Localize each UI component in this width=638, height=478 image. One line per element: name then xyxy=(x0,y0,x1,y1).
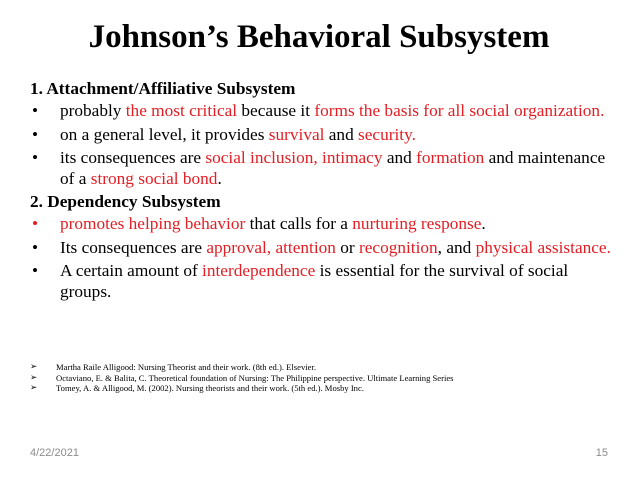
bullet-marker: • xyxy=(32,261,39,281)
highlighted-text: physical assistance. xyxy=(475,237,611,257)
body-text: because it xyxy=(237,101,315,121)
highlighted-text: strong social bond xyxy=(90,168,218,188)
references-list xyxy=(30,362,620,394)
highlighted-text: recognition xyxy=(358,237,438,257)
highlighted-text: promotes helping behavior xyxy=(60,214,246,234)
bullet-item xyxy=(30,214,615,234)
bullet-item xyxy=(30,101,615,121)
footer-date: 4/22/2021 xyxy=(30,447,79,459)
reference-text: Tomey, A. & Alligood, M. (2002). Nursing theorists and their work. (5th ed.). Mosby Inc. xyxy=(56,383,364,394)
dependency-bullet-list xyxy=(30,214,615,302)
bullet-marker: • xyxy=(32,101,39,121)
highlighted-text: social inclusion, intimacy xyxy=(205,148,383,168)
arrow-bullet-icon: ➢ xyxy=(30,362,38,372)
reference-text: Martha Raile Alligood: Nursing Theorist and their work. (8th ed.). Elsevier. xyxy=(56,362,316,372)
highlighted-text: survival xyxy=(268,124,325,144)
reference-item xyxy=(30,373,620,384)
highlighted-text: nurturing response xyxy=(352,214,482,234)
arrow-bullet-icon: ➢ xyxy=(30,372,38,383)
body-text: . xyxy=(481,214,486,234)
body-text: and maintenance of a xyxy=(60,148,606,188)
highlighted-text: interdependence xyxy=(202,261,316,281)
bullet-marker: • xyxy=(32,237,39,257)
body-text: . xyxy=(217,168,222,188)
body-text: and xyxy=(324,124,359,144)
highlighted-text: the most critical xyxy=(125,101,238,121)
body-text: and xyxy=(382,148,417,168)
section-heading-dependency: 2. Dependency Subsystem xyxy=(30,192,221,212)
body-text: is essential for the survival of social groups. xyxy=(60,261,569,301)
body-text: probably xyxy=(60,101,126,121)
highlighted-text: formation xyxy=(416,148,485,168)
slide-number: 15 xyxy=(595,447,608,459)
reference-text: Octaviano, E. & Balita, C. Theoretical foundation of Nursing: The Philippine perspective. Ultimate Learning Series xyxy=(56,372,454,383)
section-heading-attachment: 1. Attachment/Affiliative Subsystem xyxy=(30,79,296,98)
attachment-bullet-list xyxy=(30,101,615,189)
highlighted-text: security. xyxy=(358,124,416,144)
bullet-item xyxy=(30,261,615,302)
highlighted-text: forms the basis for all social organization. xyxy=(314,101,605,121)
slide-body xyxy=(30,79,615,305)
body-text: A certain amount of xyxy=(60,261,203,281)
arrow-bullet-icon: ➢ xyxy=(30,383,38,394)
bullet-item xyxy=(30,125,615,145)
reference-item xyxy=(30,362,620,373)
bullet-item xyxy=(30,148,615,189)
bullet-marker: • xyxy=(32,214,39,234)
bullet-marker: • xyxy=(32,124,39,144)
body-text: that calls for a xyxy=(245,214,353,234)
body-text: , and xyxy=(437,237,476,257)
reference-item xyxy=(30,383,620,394)
body-text: Its consequences are xyxy=(60,237,207,257)
body-text: its consequences are xyxy=(60,148,206,168)
slide-title: Johnson’s Behavioral Subsystem xyxy=(88,19,550,55)
body-text: or xyxy=(335,237,359,257)
bullet-item xyxy=(30,238,615,258)
bullet-marker: • xyxy=(32,148,39,168)
body-text: on a general level, it provides xyxy=(60,124,269,144)
highlighted-text: approval, attention xyxy=(206,237,336,257)
